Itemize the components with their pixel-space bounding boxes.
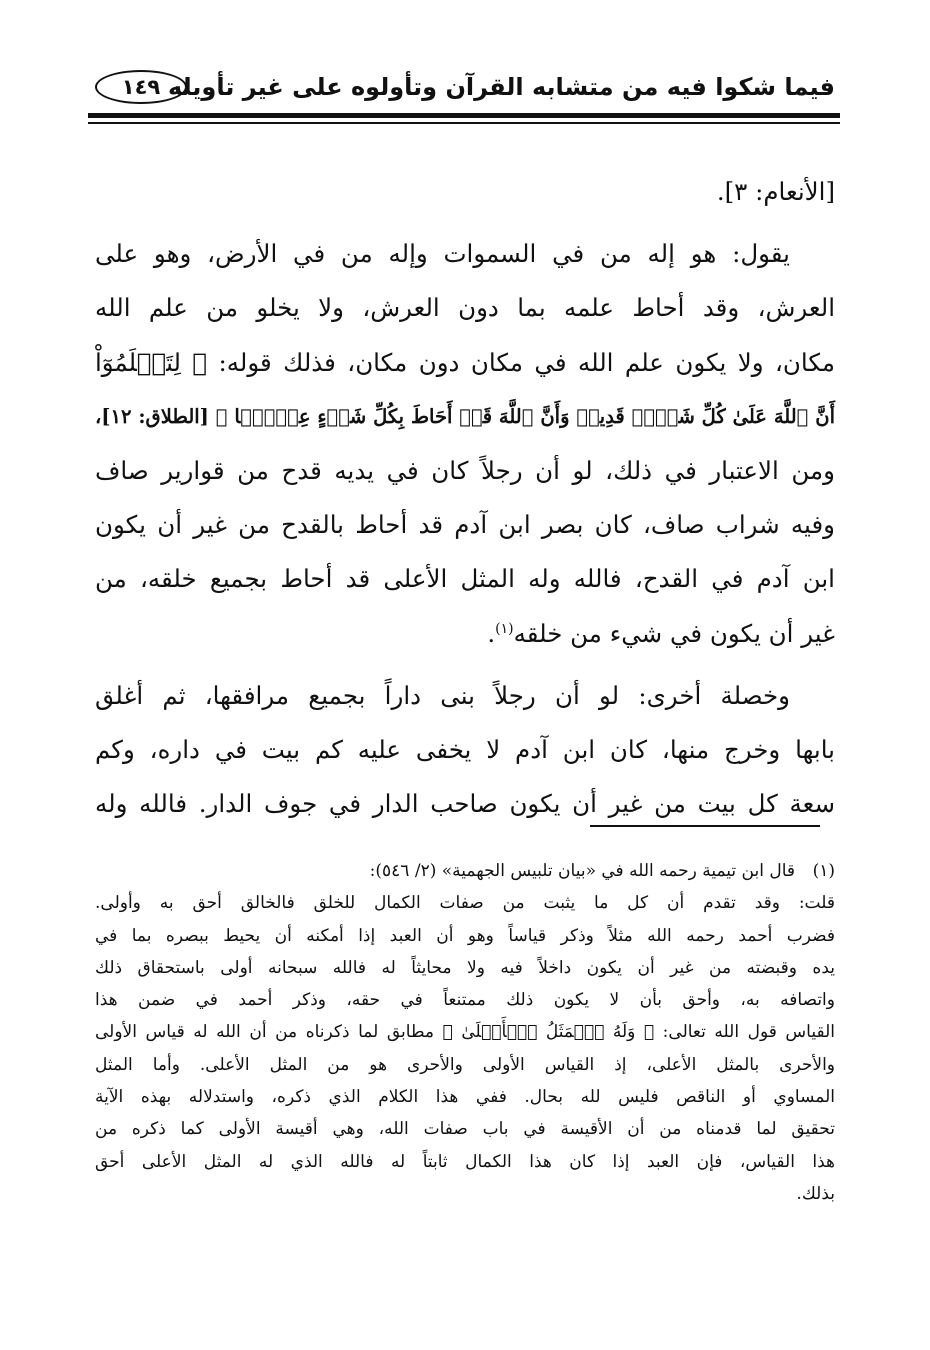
footnote-ref[interactable]: (١) — [495, 620, 514, 637]
footnote-text: قال ابن تيمية رحمه الله في «بيان تلبيس الجهمية» (٢/ ٥٤٦): — [369, 861, 795, 881]
text-line: بابها وخرج منها، كان ابن آدم لا يخفى عليه كم بيت في داره، وكم — [95, 734, 835, 764]
running-title: فيما شكوا فيه من متشابه القرآن وتأولوه على غير تأويله — [168, 73, 835, 101]
footnote-line: تحقيق لما قدمناه من أن الأقيسة في باب صفات الله، وهي أقيسة الأولى كما ذكره من — [95, 1119, 835, 1140]
footnote — [95, 855, 835, 1210]
period: . — [487, 618, 496, 648]
text-line — [95, 607, 835, 661]
footnote-number: (١) — [812, 861, 835, 881]
footnote-line: المساوي أو الناقص فليس لله بحال. ففي هذا الكلام الذي ذكره، واستدلاله بهذه الآية — [95, 1087, 835, 1108]
text-line: وخصلة أخرى: لو أن رجلاً بنى داراً بجميع مرافقها، ثم أغلق — [95, 680, 790, 710]
footnote-line: فضرب أحمد رحمه الله مثلاً وذكر قياساً وهو أن العبد إذا أمكنه أن يحيط ببصره بما في — [95, 925, 835, 946]
footnote-separator — [590, 825, 820, 827]
text-line: [الأنعام: ٣]. — [716, 177, 835, 206]
text-line: العرش، وقد أحاط علمه بما دون العرش، ولا يخلو من علم الله — [95, 293, 835, 323]
page-number: ١٤٩ — [95, 70, 187, 104]
header-rule-thick — [88, 113, 840, 118]
text-line: وفيه شراب صاف، كان بصر ابن آدم قد أحاط بالقدح من غير أن يكون — [95, 510, 835, 540]
footnote-line: والأحرى بالمثل الأعلى، إذ القياس الأولى والأحرى هو من المثل الأعلى. وأما المثل — [95, 1054, 835, 1075]
footnote-line: القياس قول الله تعالى: ﴿ وَلَهُ ٱلۡمَثَلُ ٱلۡأَعۡلَىٰ ﴾ مطابق لما ذكرناه من أن الله له قياس الأولى — [95, 1022, 835, 1043]
text-line: ومن الاعتبار في ذلك، لو أن رجلاً كان في يديه قدح من قوارير صاف — [95, 455, 835, 485]
text-fragment: غير أن يكون في شيء من خلقه — [513, 618, 835, 648]
footnote-line: واتصافه به، وأحق بأن لا يكون ذلك ممتنعاً في حقه، وذكر أحمد في ضمن هذا — [95, 990, 835, 1011]
text-line: مكان، ولا يكون علم الله في مكان دون مكان، فذلك قوله: ﴿ لِتَعۡلَمُوٓاْ — [95, 347, 835, 377]
main-text — [95, 165, 835, 831]
footnote-line: يده وقبضته من غير أن يكون داخلاً فيه ولا محايثاً له فالله سبحانه أولى باستحقاق ذلك — [95, 957, 835, 978]
text-line: سعة كل بيت من غير أن يكون صاحب الدار في جوف الدار. فالله وله — [95, 789, 835, 819]
footnote-line — [95, 855, 835, 887]
quran-verse-line: أَنَّ ٱللَّهَ عَلَىٰ كُلِّ شَيۡءٖ قَدِيرٞ وَأَنَّ ٱللَّهَ قَدۡ أَحَاطَ بِكُلِّ شَيۡءٍ عِلۡمَۢا ﴾ [الطلاق: ١٢]، — [95, 404, 835, 428]
footnote-line: قلت: وقد تقدم أن كل ما يثبت من صفات الكمال للخلق فالخالق أحق به وأولى. — [95, 893, 835, 914]
footnote-line: بذلك. — [796, 1183, 835, 1204]
header-rule-thin — [88, 122, 840, 124]
footnote-line: هذا القياس، فإن العبد إذا كان هذا الكمال ثابتاً له فالله الذي له المثل الأعلى أحق — [95, 1151, 835, 1172]
text-line: يقول: هو إله من في السموات وإله من في الأرض، وهو على — [95, 239, 790, 269]
text-line: ابن آدم في القدح، فالله وله المثل الأعلى قد أحاط بجميع خلقه، من — [95, 564, 835, 594]
